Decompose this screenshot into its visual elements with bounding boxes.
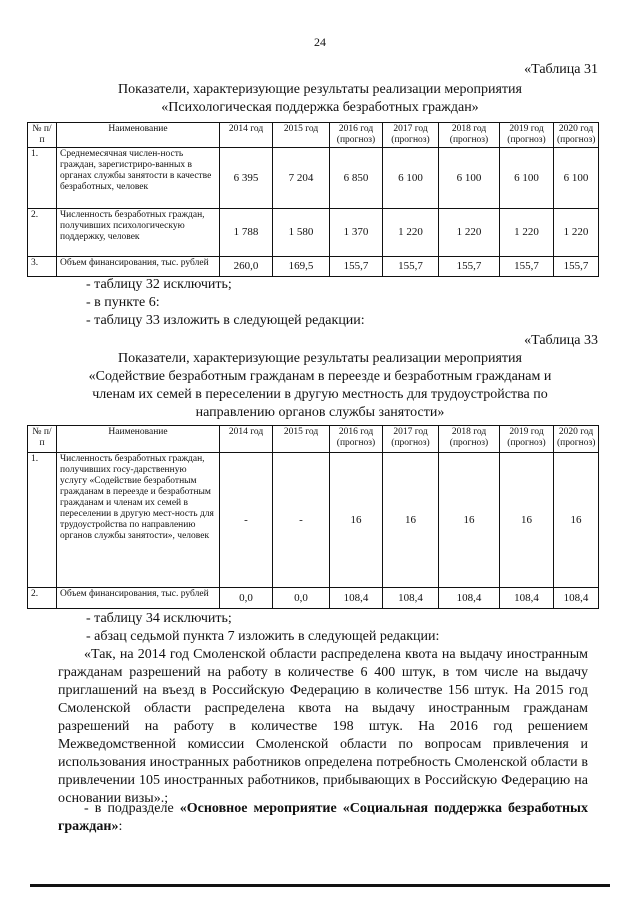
cell-value: 0,0 (220, 588, 273, 609)
column-header: 2017 год (прогноз) (383, 426, 439, 453)
row-name: Объем финансирования, тыс. рублей (57, 257, 220, 277)
cell-value: 0,0 (273, 588, 330, 609)
row-number: 3. (28, 257, 57, 277)
bottom-rule (30, 884, 610, 887)
table31-title-1: Показатели, характеризующие результаты реализации мероприятия (118, 82, 522, 97)
column-header: № п/п (28, 123, 57, 148)
column-header: 2017 год (прогноз) (383, 123, 439, 148)
cell-value: 169,5 (273, 257, 330, 277)
cell-value: 16 (383, 453, 439, 588)
column-header: 2015 год (273, 123, 330, 148)
cell-value: 155,7 (554, 257, 599, 277)
table-row (28, 453, 599, 588)
final-prefix: - в подразделе (84, 801, 180, 816)
quoted-paragraph: «Так, на 2014 год Смоленской области распределена квота на выдачу иностранным гражданам разрешений на работу в количестве 6 400 штук, в том числе на выдачу приглашений на въезд в Российскую Федерацию в количестве 156 штук. На 2015 год Смоленской области распределена квота на выдачу иностранным гражданам разрешений на работу в количестве 198 штук. На 2016 год решением Межведомственной комиссии Смоленской области по вопросам привлечения и использования иностранных работников определена потребность Смоленской области в привлечении 105 иностранных работников, прибывающих в Российскую Федерацию на основании визы».; (58, 647, 588, 806)
column-header: 2020 год (прогноз) (554, 123, 599, 148)
column-header: 2020 год (прогноз) (554, 426, 599, 453)
cell-value: 6 100 (500, 148, 554, 209)
cell-value: 260,0 (220, 257, 273, 277)
row-name: Численность безработных граждан, получивших психологическую поддержку, человек (57, 209, 220, 257)
table-33 (27, 425, 599, 609)
table-row (28, 588, 599, 609)
cell-value: 1 220 (439, 209, 500, 257)
column-header: 2019 год (прогноз) (500, 426, 554, 453)
page-number: 24 (314, 35, 326, 49)
cell-value: 108,4 (439, 588, 500, 609)
column-header: 2016 год (прогноз) (330, 426, 383, 453)
table-row (28, 257, 599, 277)
cell-value: 6 395 (220, 148, 273, 209)
row-name: Среднемесячная числен-ность граждан, зарегистриро-ванных в органах службы занятости в качестве безработных, человек (57, 148, 220, 209)
cell-value: 16 (500, 453, 554, 588)
text-line: - таблицу 32 исключить; (86, 277, 232, 292)
cell-value: 6 850 (330, 148, 383, 209)
table31-label: «Таблица 31 (524, 62, 598, 77)
column-header: 2014 год (220, 123, 273, 148)
cell-value: 6 100 (439, 148, 500, 209)
column-header: 2014 год (220, 426, 273, 453)
cell-value: 7 204 (273, 148, 330, 209)
cell-value: 1 580 (273, 209, 330, 257)
cell-value: 1 220 (500, 209, 554, 257)
table31-title-2: «Психологическая поддержка безработных граждан» (161, 100, 479, 115)
column-header: Наименование (57, 426, 220, 453)
final-bold: «Основное мероприятие «Социальная поддержка безработных граждан» (58, 801, 588, 834)
cell-value: 108,4 (500, 588, 554, 609)
cell-value: 1 220 (554, 209, 599, 257)
table33-title-3: членам их семей в переселении в другую местность для трудоустройства по (92, 387, 548, 402)
column-header: 2019 год (прогноз) (500, 123, 554, 148)
row-number: 2. (28, 588, 57, 609)
table-31 (27, 122, 599, 277)
cell-value: 1 370 (330, 209, 383, 257)
table-row (28, 148, 599, 209)
cell-value: - (273, 453, 330, 588)
cell-value: 155,7 (500, 257, 554, 277)
row-number: 1. (28, 453, 57, 588)
cell-value: 6 100 (554, 148, 599, 209)
text-line: - таблицу 34 исключить; (86, 611, 232, 626)
column-header: Наименование (57, 123, 220, 148)
cell-value: - (220, 453, 273, 588)
row-number: 2. (28, 209, 57, 257)
cell-value: 155,7 (383, 257, 439, 277)
cell-value: 1 220 (383, 209, 439, 257)
final-suffix: : (118, 819, 123, 834)
cell-value: 1 788 (220, 209, 273, 257)
row-name: Объем финансирования, тыс. рублей (57, 588, 220, 609)
column-header: 2015 год (273, 426, 330, 453)
final-instruction (58, 800, 588, 836)
cell-value: 108,4 (383, 588, 439, 609)
text-line: - абзац седьмой пункта 7 изложить в следующей редакции: (86, 629, 440, 644)
column-header: 2016 год (прогноз) (330, 123, 383, 148)
row-number: 1. (28, 148, 57, 209)
cell-value: 108,4 (330, 588, 383, 609)
table33-title-2: «Содействие безработным гражданам в переезде и безработным гражданам и (88, 369, 552, 384)
cell-value: 155,7 (330, 257, 383, 277)
table33-title-4: направлению органов службы занятости» (195, 405, 445, 420)
text-line: - таблицу 33 изложить в следующей редакции: (86, 313, 365, 328)
column-header: 2018 год (прогноз) (439, 123, 500, 148)
row-name: Численность безработных граждан, получивших госу-дарственную услугу «Содействие безработным гражданам в переезде и безработным гражданам и членам их семей в переселении в другую мест-ность для трудоустройства по направлению органов службы занятости», человек (57, 453, 220, 588)
text-line: - в пункте 6: (86, 295, 160, 310)
table-row (28, 209, 599, 257)
cell-value: 16 (330, 453, 383, 588)
cell-value: 108,4 (554, 588, 599, 609)
cell-value: 16 (554, 453, 599, 588)
cell-value: 6 100 (383, 148, 439, 209)
table33-title-1: Показатели, характеризующие результаты реализации мероприятия (118, 351, 522, 366)
table33-label: «Таблица 33 (524, 333, 598, 348)
cell-value: 155,7 (439, 257, 500, 277)
cell-value: 16 (439, 453, 500, 588)
column-header: № п/п (28, 426, 57, 453)
column-header: 2018 год (прогноз) (439, 426, 500, 453)
